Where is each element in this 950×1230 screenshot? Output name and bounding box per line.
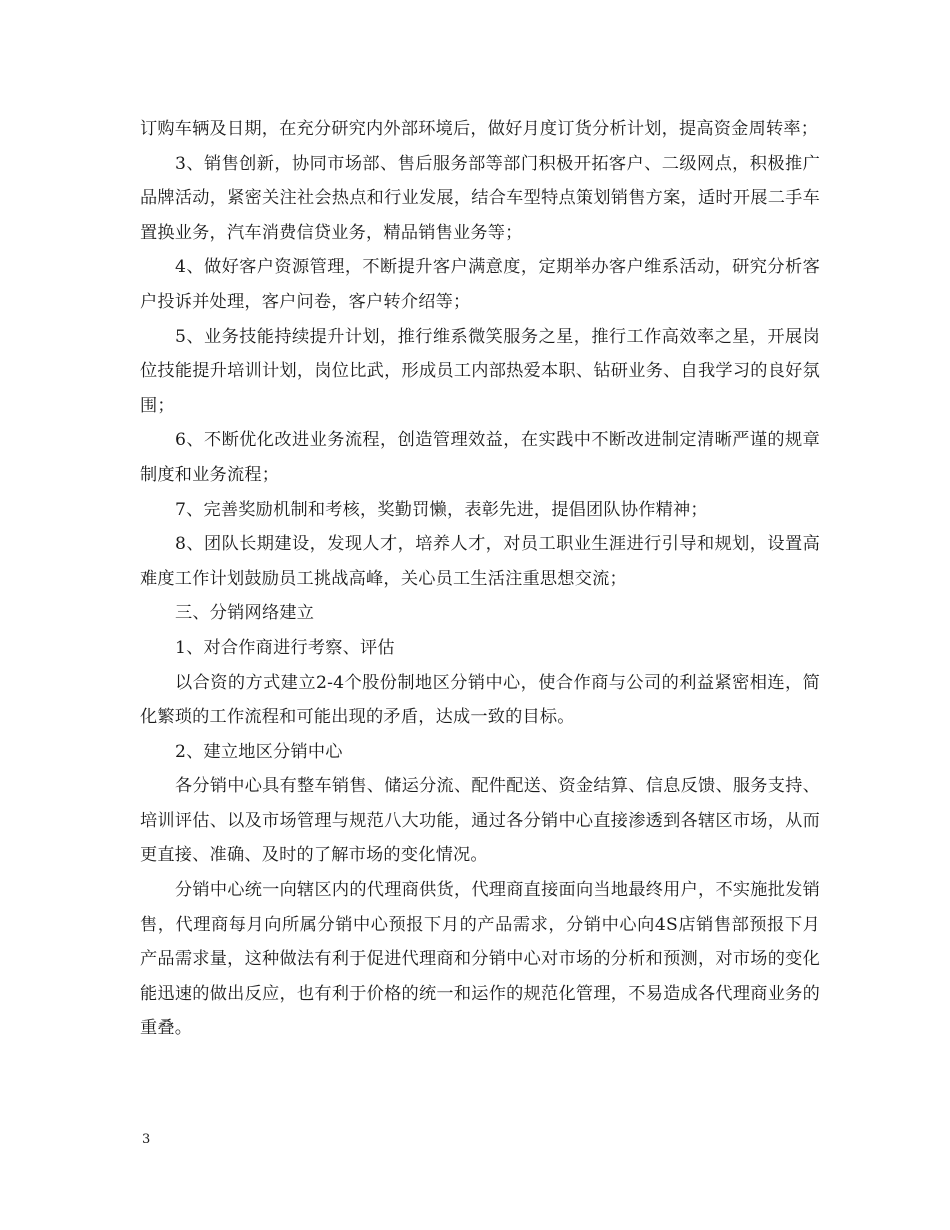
subheading-1: 1、对合作商进行考察、评估 — [175, 637, 395, 658]
paragraph-6: 7、完善奖励机制和考核，奖勤罚懒，表彰先进，提倡团队协作精神； — [175, 499, 708, 520]
paragraph-5: 6、不断优化改进业务流程，创造管理效益，在实践中不断改进制定清晰严谨的规章制度和业务流程； — [140, 430, 820, 485]
body-text — [140, 112, 820, 1046]
subheading-2: 2、建立地区分销中心 — [175, 741, 343, 762]
section-heading: 三、分销网络建立 — [175, 603, 315, 624]
paragraph-10: 分销中心统一向辖区内的代理商供货，代理商直接面向当地最终用户，不实施批发销售，代理商每月向所属分销中心预报下月的产品需求，分销中心向4S店销售部预报下月产品需求量，这种做法有利于促进代理商和分销中心对市场的分析和预测，对市场的变化能迅速的做出反应，也有利于价格的统一和运作的规范化管理，不易造成各代理商业务的重叠。 — [140, 880, 820, 1039]
paragraph-2: 3、销售创新，协同市场部、售后服务部等部门积极开拓客户、二级网点，积极推广品牌活动，紧密关注社会热点和行业发展，结合车型特点策划销售方案，适时开展二手车置换业务，汽车消费信贷业务，精品销售业务等； — [140, 153, 820, 243]
paragraph-9: 各分销中心具有整车销售、储运分流、配件配送、资金结算、信息反馈、服务支持、培训评估、以及市场管理与规范八大功能，通过各分销中心直接渗透到各辖区市场，从而更直接、准确、及时的了解市场的变化情况。 — [140, 776, 820, 866]
paragraph-1: 订购车辆及日期，在充分研究内外部环境后，做好月度订货分析计划，提高资金周转率； — [140, 119, 819, 139]
paragraph-7: 8、团队长期建设，发现人才，培养人才，对员工职业生涯进行引导和规划，设置高难度工作计划鼓励员工挑战高峰，关心员工生活注重思想交流； — [140, 534, 820, 589]
paragraph-4: 5、业务技能持续提升计划，推行维系微笑服务之星，推行工作高效率之星，开展岗位技能提升培训计划，岗位比武，形成员工内部热爱本职、钻研业务、自我学习的良好氛围； — [140, 326, 820, 416]
paragraph-8: 以合资的方式建立2-4个股份制地区分销中心，使合作商与公司的利益紧密相连，简化繁琐的工作流程和可能出现的矛盾，达成一致的目标。 — [140, 672, 820, 728]
page-number: 3 — [142, 1132, 151, 1147]
paragraph-3: 4、做好客户资源管理，不断提升客户满意度，定期举办客户维系活动，研究分析客户投诉并处理，客户问卷，客户转介绍等； — [140, 257, 820, 312]
